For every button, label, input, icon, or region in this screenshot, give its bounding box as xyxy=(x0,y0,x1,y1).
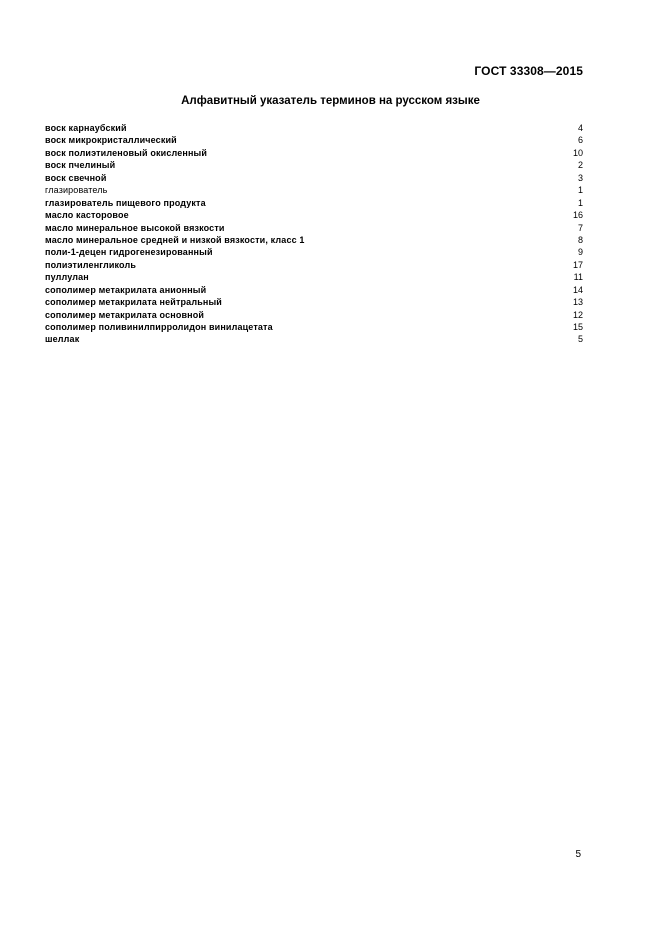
index-term: воск карнаубский xyxy=(45,123,127,133)
index-title: Алфавитный указатель терминов на русском языке xyxy=(181,95,480,107)
index-entry xyxy=(45,284,583,296)
index-term: сополимер поливинилпирролидон винилацетата xyxy=(45,322,273,332)
index-term-number: 15 xyxy=(572,322,583,332)
index-entry xyxy=(45,209,583,221)
index-term-number: 6 xyxy=(577,135,583,146)
index-entry xyxy=(45,234,583,246)
index-term: масло минеральное средней и низкой вязкости, класс 1 xyxy=(45,234,305,245)
index-entry xyxy=(45,333,583,345)
index-term-number: 8 xyxy=(577,234,583,245)
index-term-number: 10 xyxy=(572,147,583,158)
document-code: ГОСТ 33308—2015 xyxy=(474,64,583,78)
index-entry xyxy=(45,271,583,283)
index-term-number: 2 xyxy=(577,160,583,171)
index-term: глазирователь пищевого продукта xyxy=(45,197,206,208)
index-term: воск пчелиный xyxy=(45,160,116,171)
index-entry xyxy=(45,159,583,171)
term-index-list xyxy=(45,122,583,346)
page-number: 5 xyxy=(575,849,581,860)
index-entry xyxy=(45,222,583,234)
index-term-number: 7 xyxy=(577,222,583,233)
index-entry xyxy=(45,172,583,184)
index-term-number: 9 xyxy=(577,247,583,258)
index-entry xyxy=(45,296,583,308)
index-term: шеллак xyxy=(45,334,80,345)
index-term-number: 4 xyxy=(577,123,583,133)
index-term: сополимер метакрилата основной xyxy=(45,309,205,320)
index-term: воск полиэтиленовый окисленный xyxy=(45,147,208,158)
index-term-number: 14 xyxy=(572,284,583,295)
index-entry xyxy=(45,246,583,258)
index-term: сополимер метакрилата нейтральный xyxy=(45,297,222,308)
index-entry xyxy=(45,197,583,209)
index-entry xyxy=(45,147,583,159)
index-term-number: 16 xyxy=(572,210,583,221)
index-term: поли-1-децен гидрогенезированный xyxy=(45,247,213,258)
index-term: сополимер метакрилата анионный xyxy=(45,284,207,295)
index-term-number: 13 xyxy=(572,297,583,308)
index-entry xyxy=(45,134,583,146)
index-entry xyxy=(45,122,583,134)
index-term: глазирователь xyxy=(45,185,108,196)
index-term: масло минеральное высокой вязкости xyxy=(45,222,225,233)
index-term-number: 11 xyxy=(573,272,583,283)
index-entry xyxy=(45,321,583,333)
index-term: полиэтиленгликоль xyxy=(45,259,137,270)
index-term: воск микрокристаллический xyxy=(45,135,177,146)
index-term: воск свечной xyxy=(45,172,107,183)
index-entry xyxy=(45,184,583,196)
index-term-number: 12 xyxy=(572,309,583,320)
index-term-number: 1 xyxy=(577,185,583,196)
index-term-number: 17 xyxy=(572,259,583,270)
index-term-number: 5 xyxy=(577,334,583,345)
index-entry xyxy=(45,259,583,271)
index-term: пуллулан xyxy=(45,272,89,283)
index-term-number: 3 xyxy=(577,172,583,183)
index-entry xyxy=(45,309,583,321)
index-term: масло касторовое xyxy=(45,210,129,221)
index-term-number: 1 xyxy=(577,197,583,208)
